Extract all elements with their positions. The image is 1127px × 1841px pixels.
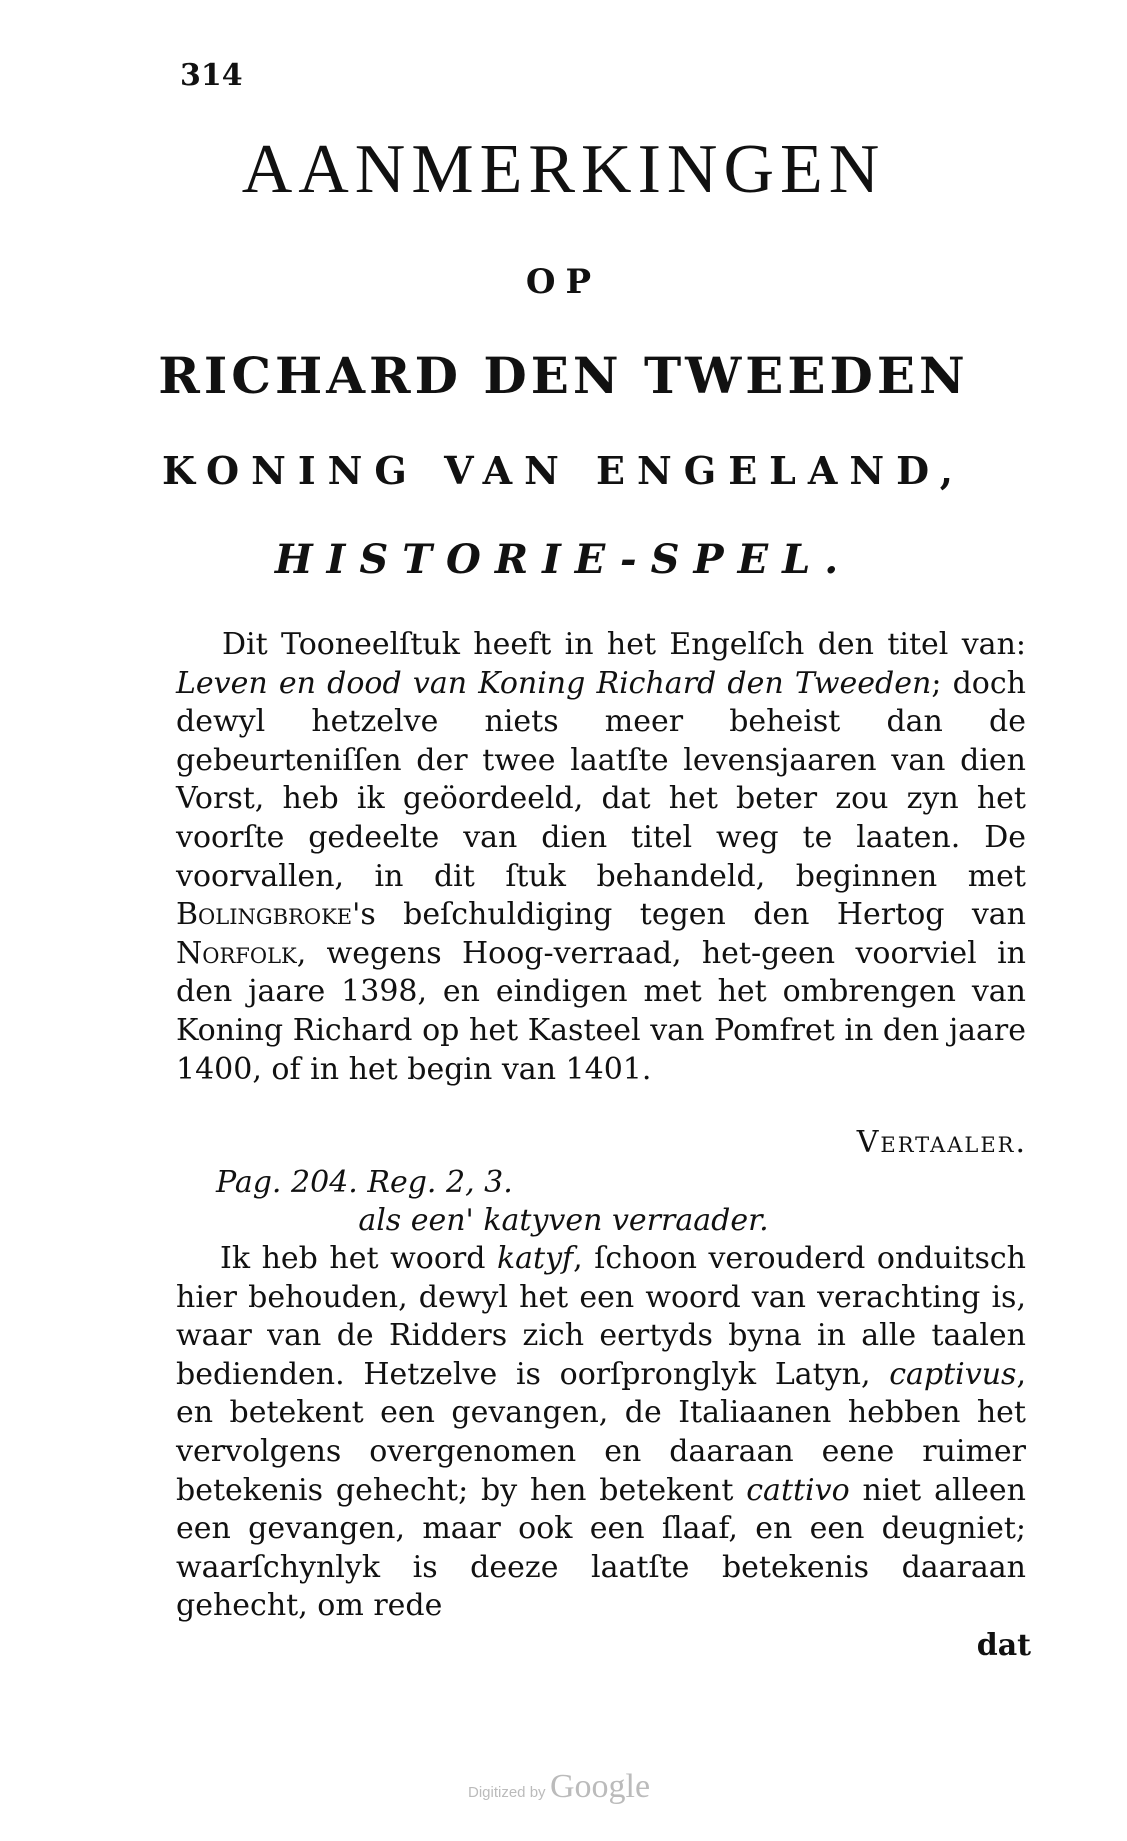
preface-text-d: , wegens Hoog-verraad, het-geen voorviel in den jaare 1398, en eindigen met het ombrengen van Koning Richard op het Kasteel van Pomfret in den jaare 1400, of in het begin van 1401. <box>176 935 1026 1087</box>
preface-italic-title: Leven en dood van Koning Richard den Tweeden <box>176 665 932 701</box>
note-text-a: Ik heb het woord <box>220 1241 497 1276</box>
note-word-cattivo: cattivo <box>746 1472 850 1508</box>
google-logo-text: Google <box>550 1768 651 1805</box>
ref-reg: Reg. <box>367 1165 437 1200</box>
preface-name-bolingbroke: Bolingbroke <box>176 897 353 933</box>
preface-text-b: ; doch dewyl hetzelve niets meer beheist dan de gebeurteniſſen der twee laatſte levensjaaren van dien Vorst, heb ik geöordeeld, dat het beter zou zyn het voorſte gedeelte van dien titel weg te laaten. De voorvallen, in dit ſtuk behandeld, beginnen met <box>176 665 1026 894</box>
title-line-1: AANMERKINGEN <box>241 131 886 208</box>
title-line-5: HISTORIE-SPEL. <box>274 536 853 583</box>
title-line-2: OP <box>525 262 602 302</box>
watermark-small-text: Digitized by <box>468 1784 546 1801</box>
note-word-katyf: katyf <box>496 1241 574 1276</box>
note-text-c: , en betekent een gevangen, de Italiaanen hebben het vervolgens overgenomen en daaraan eene ruimer betekenis gehecht; by hen betekent <box>176 1356 1026 1508</box>
preface-paragraph <box>176 626 1026 1089</box>
preface-text-a: Dit Tooneelſtuk heeft in het Engelſch den titel van: <box>222 627 1026 662</box>
preface-name-norfolk: Norfolk <box>176 935 297 971</box>
title-line-3: RICHARD DEN TWEEDEN <box>158 346 969 405</box>
digitized-watermark <box>468 1768 650 1806</box>
title-line-4: KONING VAN ENGELAND, <box>162 448 965 493</box>
note-reference <box>216 1165 513 1200</box>
catchword: dat <box>976 1628 1031 1663</box>
ref-page: 204. <box>291 1165 358 1200</box>
page-number: 314 <box>180 58 243 93</box>
note-word-captivus: captivus <box>889 1356 1017 1392</box>
note-text-d: niet alleen een gevangen, maar ook een ſlaaf, en een deugniet; waarſchynlyk is deeze laatſte betekenis daaraan gehecht, om rede <box>176 1472 1027 1624</box>
note-text-b: , ſchoon verouderd onduitsch hier behouden, dewyl het een woord van verachting is, waar van de Ridders zich eertyds byna in alle taalen bedienden. Hetzelve is oorſpronglyk Latyn, <box>176 1241 1026 1392</box>
ref-prefix: Pag. <box>216 1165 282 1200</box>
translator-signature: Vertaaler. <box>856 1125 1027 1160</box>
preface-text-c: 's beſchuldiging tegen den Hertog van <box>352 897 1026 933</box>
note-quote: als een' katyven verraader. <box>358 1203 769 1238</box>
ref-lines: 2, 3. <box>446 1165 513 1200</box>
note-paragraph <box>176 1240 1026 1626</box>
